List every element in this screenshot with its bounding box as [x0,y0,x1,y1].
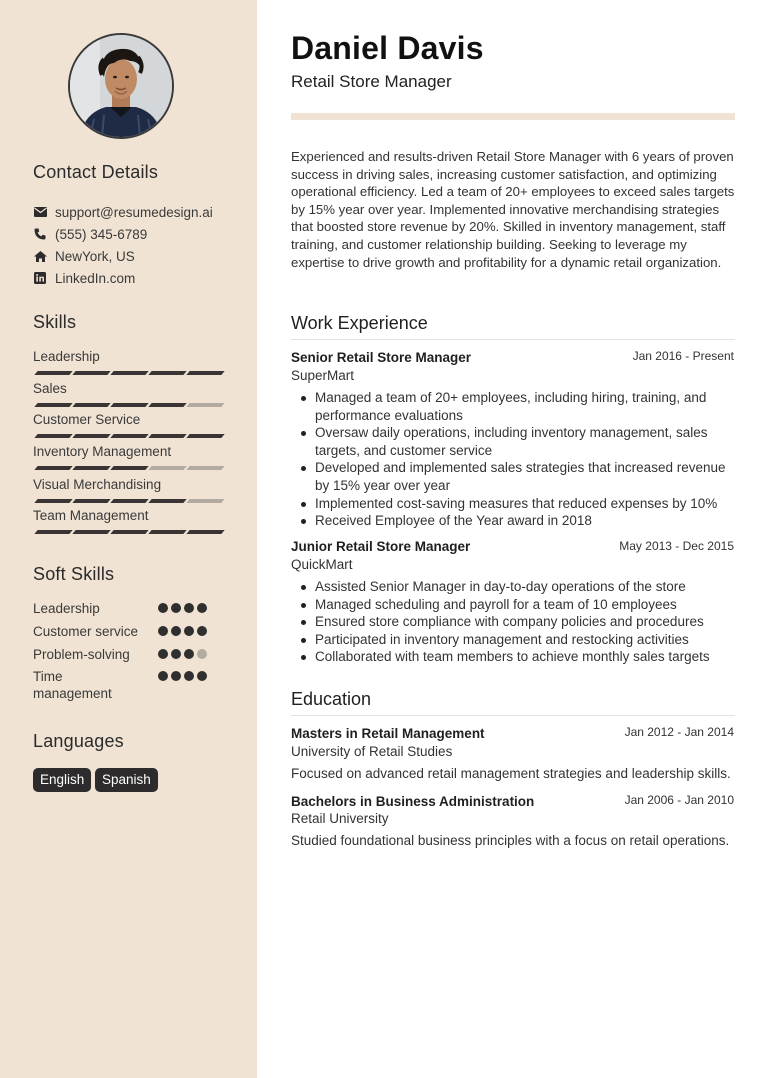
summary-paragraph: Experienced and results-driven Retail Store Manager with 6 years of proven success in driving sales, increasing customer satisfaction, and optimizing operational efficiency. Led a team of 20+ employees to exceed sales targets by 15% year over year. Implemented innovative merchandising strategies that boosted store revenue by 20%. Skilled in inventory management, staff training, and customer relationship building. Seeking to leverage my expertise to drive growth and profitability for a dynamic retail organization. [291,149,735,270]
skill-level-segment [186,466,224,470]
skill-level-bar [36,371,223,375]
accent-divider [291,113,735,120]
skill-level-segment [110,466,148,470]
contact-linkedin[interactable] [33,270,135,286]
skill-level-segment [34,466,72,470]
skill-level-segment [148,434,186,438]
education-heading: Education [291,689,372,709]
skill-level-segment [110,530,148,534]
skill-level-segment [72,499,110,503]
skill-level-segment [186,403,224,407]
home-icon [33,249,47,263]
skill-level-segment [72,434,110,438]
skill-label: Inventory Management [33,444,172,459]
rating-dot [184,626,194,636]
soft-skill-rating [158,603,207,613]
skill-label: Customer Service [33,412,141,427]
skill-level-segment [148,403,186,407]
sidebar [0,0,257,1078]
skill-level-segment [72,466,110,470]
skill-level-segment [148,499,186,503]
list-item: Participated in inventory management and restocking activities [315,631,735,649]
rating-dot [197,603,207,613]
skill-label: Team Management [33,508,149,523]
soft-skill-label: Time management [33,669,112,701]
job-dates-2: May 2013 - Dec 2015 [619,539,734,553]
skill-level-segment [148,371,186,375]
phone-icon [33,227,47,241]
skill-level-segment [148,466,186,470]
work-heading: Work Experience [291,313,428,333]
work-divider [291,339,735,340]
edu-desc-1: Focused on advanced retail management strategies and leadership skills. [291,766,731,781]
rating-dot [197,626,207,636]
skill-level-segment [34,434,72,438]
skill-level-segment [34,530,72,534]
rating-dot [184,603,194,613]
rating-dot [197,649,207,659]
list-item: Implemented cost-saving measures that reduced expenses by 10% [315,495,735,513]
person-name: Daniel Davis [291,30,484,66]
job-title-1: Senior Retail Store Manager [291,350,472,365]
soft-skill-label: Customer service [33,624,139,639]
skill-level-bar [36,403,223,407]
soft-skill-rating [158,649,207,659]
job-bullets-1 [315,389,735,530]
rating-dot [184,649,194,659]
skill-label: Leadership [33,349,100,364]
skill-level-bar [36,530,223,534]
soft-skill-rating [158,626,207,636]
skill-level-segment [186,499,224,503]
edu-school-2: Retail University [291,811,389,826]
skill-level-segment [110,499,148,503]
list-item: Received Employee of the Year award in 2018 [315,512,735,530]
rating-dot [158,649,168,659]
skill-level-segment [34,403,72,407]
job-title-2: Junior Retail Store Manager [291,539,471,554]
contact-email[interactable] [33,204,213,220]
contact-location-text: NewYork, US [55,248,135,264]
job-company-1: SuperMart [291,368,355,383]
skill-level-segment [148,530,186,534]
list-item: Oversaw daily operations, including inventory management, sales targets, and customer service [315,424,735,459]
skill-level-segment [110,434,148,438]
skill-level-segment [186,371,224,375]
job-dates-1: Jan 2016 - Present [632,349,734,363]
edu-dates-1: Jan 2012 - Jan 2014 [624,725,734,739]
contact-linkedin-text: LinkedIn.com [55,270,136,286]
skill-level-bar [36,499,223,503]
skill-level-bar [36,434,223,438]
skill-level-segment [34,499,72,503]
soft-skills-heading: Soft Skills [33,564,115,584]
contact-email-text: support@resumedesign.ai [55,204,213,220]
rating-dot [171,626,181,636]
list-item: Collaborated with team members to achieve monthly sales targets [315,648,735,666]
list-item: Managed scheduling and payroll for a team of 10 employees [315,596,735,614]
languages-heading: Languages [33,731,124,751]
language-tag-spanish: Spanish [95,768,158,792]
linkedin-icon [33,271,47,285]
list-item: Ensured store compliance with company policies and procedures [315,613,735,631]
edu-degree-1: Masters in Retail Management [291,726,485,741]
edu-desc-2: Studied foundational business principles with a focus on retail operations. [291,833,730,848]
list-item: Managed a team of 20+ employees, including hiring, training, and performance evaluations [315,389,735,424]
contact-phone-text: (555) 345-6789 [55,226,148,242]
list-item: Assisted Senior Manager in day-to-day operations of the store [315,578,735,596]
rating-dot [171,671,181,681]
soft-skill-label: Leadership [33,601,100,616]
profile-photo [70,35,172,137]
skill-level-segment [72,371,110,375]
rating-dot [171,649,181,659]
job-bullets-2 [315,578,735,666]
job-company-2: QuickMart [291,557,353,572]
contact-location [33,248,135,264]
rating-dot [158,671,168,681]
skill-level-segment [34,371,72,375]
skill-level-bar [36,466,223,470]
skills-heading: Skills [33,312,77,332]
contact-heading: Contact Details [33,162,159,182]
soft-skill-label: Problem-solving [33,647,130,662]
skill-label: Visual Merchandising [33,477,162,492]
rating-dot [184,671,194,681]
edu-dates-2: Jan 2006 - Jan 2010 [624,793,734,807]
avatar [68,33,174,139]
education-divider [291,715,735,716]
skill-level-segment [72,403,110,407]
language-tag-english: English [33,768,91,792]
skill-level-segment [72,530,110,534]
skill-level-segment [110,403,148,407]
contact-phone[interactable] [33,226,147,242]
soft-skill-rating [158,671,207,681]
skill-level-segment [186,530,224,534]
skill-level-segment [110,371,148,375]
rating-dot [158,603,168,613]
rating-dot [171,603,181,613]
list-item: Developed and implemented sales strategies that increased revenue by 15% year over year [315,459,735,494]
envelope-icon [33,205,47,219]
main-content [257,0,768,1078]
skill-label: Sales [33,381,67,396]
skill-level-segment [186,434,224,438]
rating-dot [158,626,168,636]
person-title: Retail Store Manager [291,72,452,91]
edu-school-1: University of Retail Studies [291,744,453,759]
rating-dot [197,671,207,681]
edu-degree-2: Bachelors in Business Administration [291,794,535,809]
